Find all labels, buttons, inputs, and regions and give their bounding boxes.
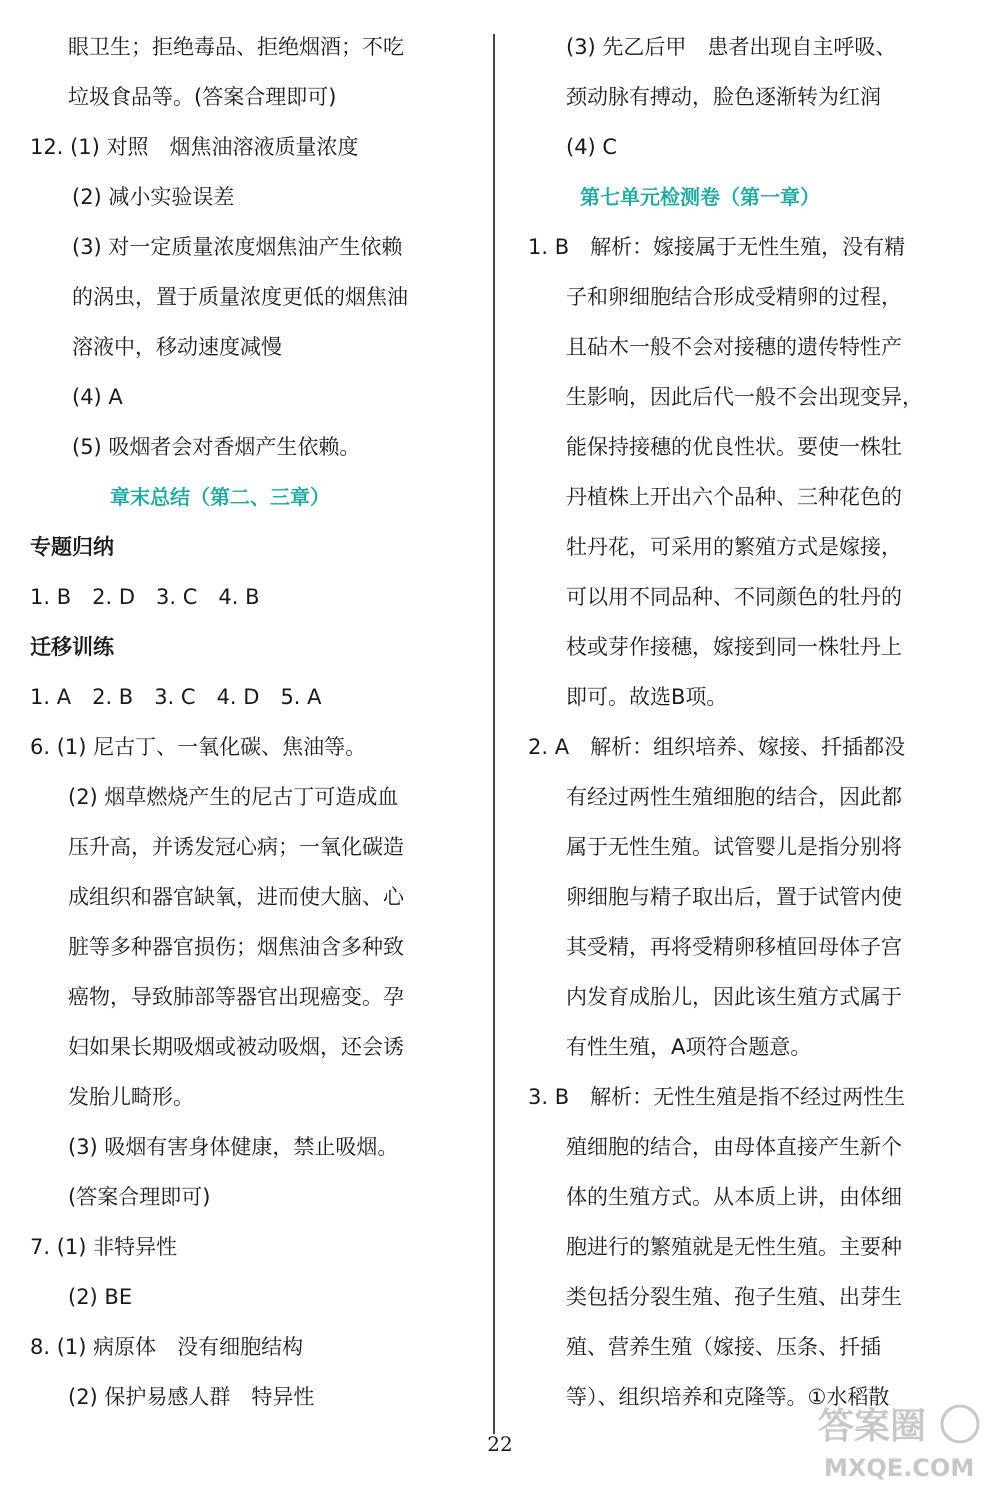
text-line: 7. (1) 非特异性: [30, 1235, 178, 1259]
left-column: [30, 24, 470, 1424]
text-line: 胞进行的繁殖就是无性生殖。主要种: [566, 1235, 902, 1259]
text-line: (2) 烟草燃烧产生的尼古丁可造成血: [68, 785, 399, 809]
text-line: 妇如果长期吸烟或被动吸烟，还会诱: [68, 1035, 404, 1059]
text-line: 枝或芽作接穗，嫁接到同一株牡丹上: [566, 635, 902, 659]
answer-site-logo-icon: [810, 1392, 980, 1484]
text-line: 牡丹花，可采用的繁殖方式是嫁接，: [566, 535, 902, 559]
text-line: (5) 吸烟者会对香烟产生依赖。: [72, 435, 361, 459]
section-heading: 第七单元检测卷（第一章）: [580, 185, 820, 209]
text-line: 体的生殖方式。从本质上讲，由体细: [566, 1185, 902, 1209]
text-line: 殖细胞的结合，由母体直接产生新个: [566, 1135, 902, 1159]
text-line: 卵细胞与精子取出后，置于试管内使: [566, 885, 902, 909]
text-line: 脏等多种器官损伤；烟焦油含多种致: [68, 935, 404, 959]
text-line: 3. B 解析：无性生殖是指不经过两性生: [528, 1085, 906, 1109]
text-line: 属于无性生殖。试管婴儿是指分别将: [566, 835, 902, 859]
text-line: (2) BE: [68, 1285, 133, 1309]
text-line: 即可。故选B项。: [566, 685, 728, 709]
text-line: 眼卫生；拒绝毒品、拒绝烟酒；不吃: [68, 35, 404, 59]
text-line: 垃圾食品等。(答案合理即可): [68, 85, 337, 109]
text-line: 的涡虫，置于质量浓度更低的烟焦油: [72, 285, 408, 309]
text-line: 能保持接穗的优良性状。要使一株牡: [566, 435, 902, 459]
text-line: 有性生殖，A项符合题意。: [566, 1035, 812, 1059]
text-line: 8. (1) 病原体 没有细胞结构: [30, 1335, 304, 1359]
text-line: (3) 吸烟有害身体健康，禁止吸烟。: [68, 1135, 399, 1159]
text-line: 殖、营养生殖（嫁接、压条、扦插: [566, 1335, 881, 1359]
text-line: (4) A: [72, 385, 123, 409]
column-divider: [493, 34, 495, 1434]
text-line: 子和卵细胞结合形成受精卵的过程，: [566, 285, 902, 309]
text-line: (2) 减小实验误差: [72, 185, 235, 209]
text-line: 2. A 解析：组织培养、嫁接、扦插都没: [528, 735, 906, 759]
watermark-logo: [810, 1392, 980, 1484]
right-column: [528, 24, 973, 1424]
section-heading: 章末总结（第二、三章）: [110, 485, 330, 509]
watermark-text: 答案圈: [818, 1406, 927, 1447]
text-line: (答案合理即可): [68, 1185, 211, 1209]
text-line: 1. B 2. D 3. C 4. B: [30, 585, 260, 609]
subsection-heading: 专题归纳: [30, 535, 114, 559]
text-line: (3) 对一定质量浓度烟焦油产生依赖: [72, 235, 403, 259]
text-line: 压升高，并诱发冠心病；一氧化碳造: [68, 835, 404, 859]
text-line: 内发育成胎儿，因此该生殖方式属于: [566, 985, 902, 1009]
text-line: 癌物，导致肺部等器官出现癌变。孕: [68, 985, 404, 1009]
text-line: 6. (1) 尼古丁、一氧化碳、焦油等。: [30, 735, 367, 759]
text-line: (4) C: [566, 135, 618, 159]
text-line: 12. (1) 对照 烟焦油溶液质量浓度: [30, 135, 359, 159]
text-line: 生影响，因此后代一般不会出现变异，: [566, 385, 923, 409]
watermark-site: MXQE.COM: [824, 1454, 975, 1482]
text-line: (2) 保护易感人群 特异性: [68, 1385, 315, 1409]
text-line: 1. B 解析：嫁接属于无性生殖，没有精: [528, 235, 906, 259]
text-line: 且砧木一般不会对接穗的遗传特性产: [566, 335, 902, 359]
text-line: 类包括分裂生殖、孢子生殖、出芽生: [566, 1285, 902, 1309]
text-line: 等）、组织培养和克隆等。①水稻散: [566, 1385, 890, 1409]
page-number: 22: [487, 1432, 513, 1456]
text-line: 成组织和器官缺氧，进而使大脑、心: [68, 885, 404, 909]
text-line: 有经过两性生殖细胞的结合，因此都: [566, 785, 902, 809]
text-line: 颈动脉有搏动，脸色逐渐转为红润: [566, 85, 881, 109]
text-line: 丹植株上开出六个品种、三种花色的: [566, 485, 902, 509]
text-line: 其受精，再将受精卵移植回母体子宫: [566, 935, 902, 959]
text-line: 可以用不同品种、不同颜色的牡丹的: [566, 585, 902, 609]
text-line: (3) 先乙后甲 患者出现自主呼吸、: [566, 35, 897, 59]
text-line: 1. A 2. B 3. C 4. D 5. A: [30, 685, 322, 709]
subsection-heading: 迁移训练: [30, 635, 114, 659]
text-line: 发胎儿畸形。: [68, 1085, 194, 1109]
text-line: 溶液中，移动速度减慢: [72, 335, 282, 359]
